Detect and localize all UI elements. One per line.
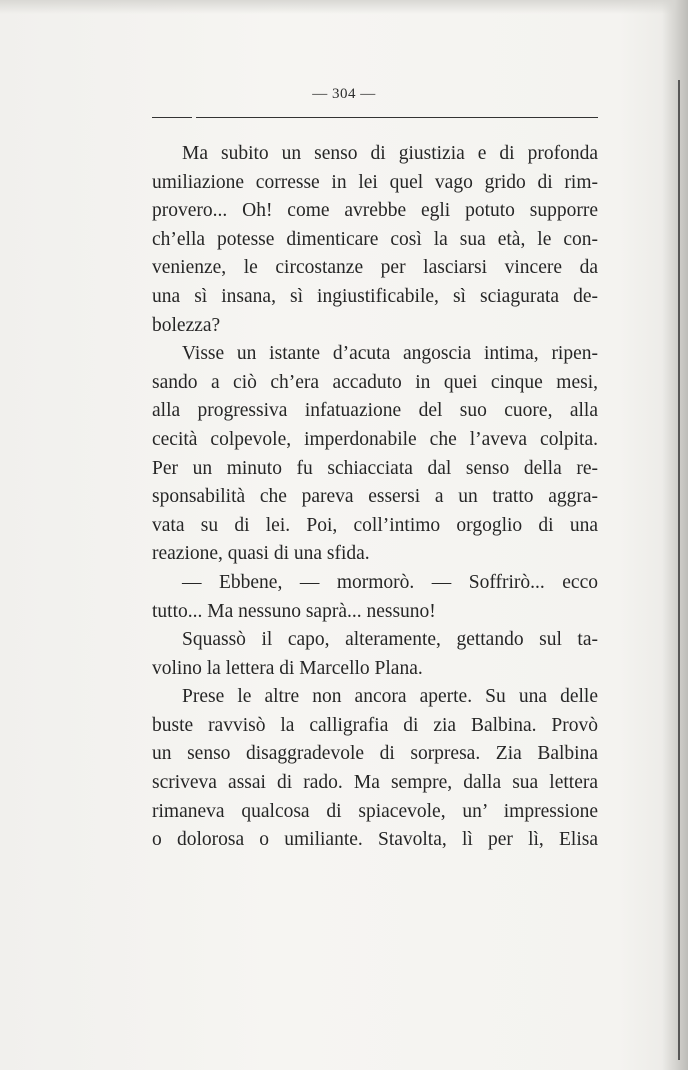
text-line: scriveva assai di rado. Ma sempre, dalla sua lettera xyxy=(152,772,598,794)
text-line: un senso disaggradevole di sorpresa. Zia Balbina xyxy=(152,743,598,765)
text-line: venienze, le circostanze per lasciarsi vincere da xyxy=(152,257,598,279)
text-line: umiliazione corresse in lei quel vago grido di rim- xyxy=(152,171,598,193)
page-top-shadow xyxy=(0,0,688,14)
text-line: o dolorosa o umiliante. Stavolta, lì per lì, Elisa xyxy=(152,829,598,851)
paragraph xyxy=(152,626,598,683)
text-line: bolezza? xyxy=(152,314,221,336)
text-line: vata su di lei. Poi, coll’intimo orgoglio di una xyxy=(152,514,598,536)
page-number: — 304 — xyxy=(312,86,376,102)
text-line: una sì insana, sì ingiustificabile, sì sciagurata de- xyxy=(152,285,598,307)
paragraph xyxy=(152,140,598,340)
text-line: Squassò il capo, alteramente, gettando sul ta- xyxy=(182,629,598,651)
text-line: cecità colpevole, imperdonabile che l’aveva colpita. xyxy=(152,428,598,450)
text-line: Prese le altre non ancora aperte. Su una delle xyxy=(182,686,598,708)
text-line: provero... Oh! come avrebbe egli potuto supporre xyxy=(152,200,598,222)
text-line: buste ravvisò la calligrafia di zia Balbina. Provò xyxy=(152,714,598,736)
paragraph xyxy=(152,340,598,569)
text-line: Per un minuto fu schiacciata dal senso della re- xyxy=(152,457,598,479)
paragraph xyxy=(152,683,598,855)
text-line: Visse un istante d’acuta angoscia intima, ripen- xyxy=(182,343,598,365)
text-line: volino la lettera di Marcello Plana. xyxy=(152,657,423,679)
text-line: sponsabilità che pareva essersi a un tratto aggra- xyxy=(152,486,598,508)
header-rule xyxy=(152,117,598,118)
paragraph xyxy=(152,569,598,626)
text-line: reazione, quasi di una sfida. xyxy=(152,543,370,565)
text-line: rimaneva qualcosa di spiacevole, un’ impressione xyxy=(152,800,598,822)
body-text xyxy=(152,140,598,855)
page-binding-edge xyxy=(662,0,688,1070)
text-line: ch’ella potesse dimenticare così la sua età, le con- xyxy=(152,228,598,250)
text-line: Ma subito un senso di giustizia e di profonda xyxy=(182,143,598,164)
text-line: alla progressiva infatuazione del suo cuore, alla xyxy=(152,400,598,422)
text-line: tutto... Ma nessuno saprà... nessuno! xyxy=(152,600,436,622)
text-line: — Ebbene, — mormorò. — Soffrirò... ecco xyxy=(182,571,598,593)
binding-line xyxy=(678,80,680,1060)
text-line: sando a ciò ch’era accaduto in quei cinque mesi, xyxy=(152,371,598,393)
